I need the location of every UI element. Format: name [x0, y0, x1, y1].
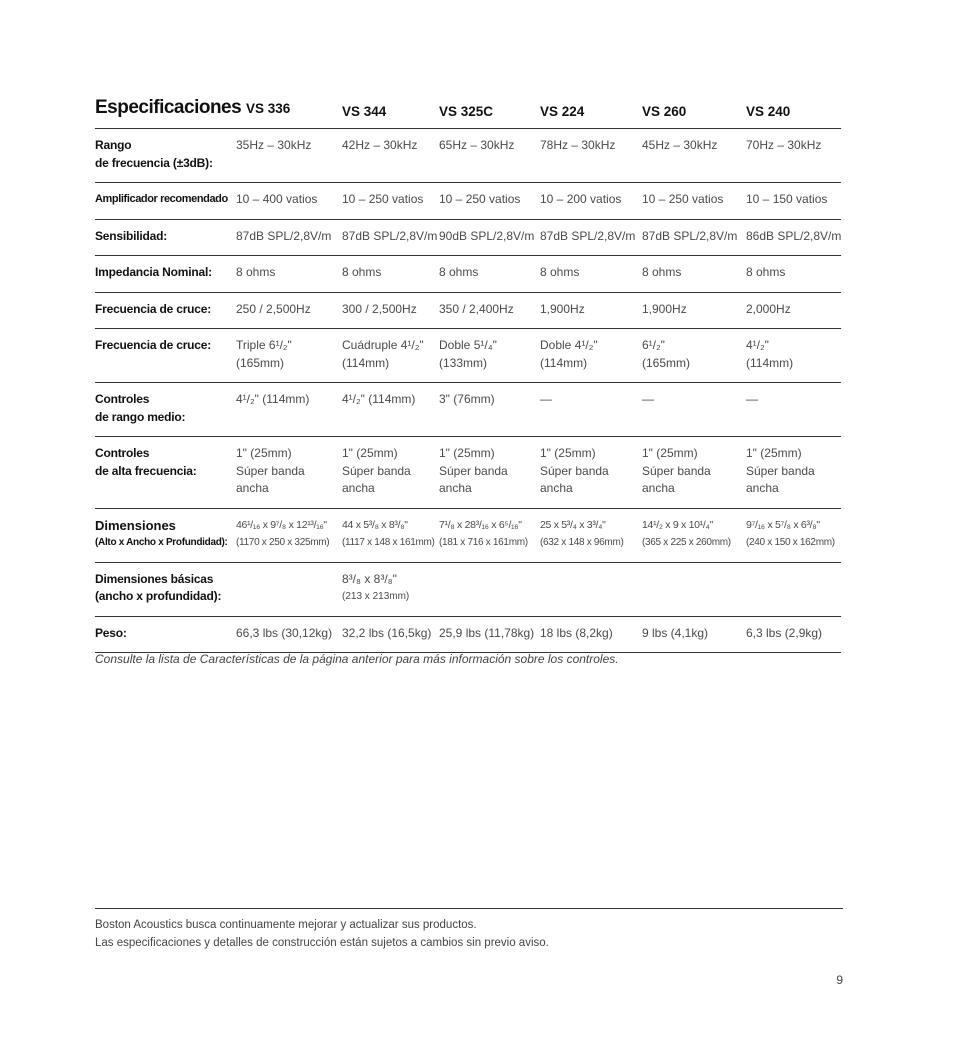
spec-table-body: [95, 129, 841, 653]
spec-row-label: [95, 562, 236, 616]
spec-cell-line: (1117 x 148 x 161mm): [342, 537, 435, 548]
spec-cell: [642, 256, 746, 293]
spec-cell-line: 44 x 5³/₈ x 8³/₈": [342, 518, 408, 531]
spec-cell: [236, 256, 342, 293]
spec-cell-line: Súper banda: [642, 463, 711, 478]
spec-cell: [236, 508, 342, 562]
spec-cell-line: 8 ohms: [540, 265, 580, 279]
spec-cell: [342, 383, 439, 437]
spec-cell: [540, 292, 642, 329]
spec-cell-line: 1" (25mm): [342, 446, 398, 460]
spec-cell: [439, 383, 540, 437]
spec-row: [95, 562, 841, 616]
spec-cell-line: 87dB SPL/2,8V/m: [540, 228, 636, 243]
spec-cell: [746, 292, 841, 329]
spec-cell: [439, 437, 540, 509]
spec-cell: [342, 256, 439, 293]
spec-cell: [540, 508, 642, 562]
spec-cell: [642, 383, 746, 437]
spec-cell-line: —: [540, 392, 552, 406]
spec-cell-line: 42Hz – 30kHz: [342, 138, 418, 152]
spec-cell-line: 1,900Hz: [540, 301, 585, 316]
spec-cell-line: 250 / 2,500Hz: [236, 301, 311, 316]
spec-cell-line: (365 x 225 x 260mm): [642, 537, 731, 548]
spec-row: [95, 292, 841, 329]
model-header-vs325c: VS 325C: [439, 97, 540, 129]
spec-label-line: Dimensiones básicas: [95, 571, 214, 586]
spec-row: [95, 616, 841, 653]
spec-label-line: Sensibilidad:: [95, 228, 168, 243]
spec-cell: [540, 329, 642, 383]
spec-cell: [746, 219, 841, 256]
spec-cell-line: 45Hz – 30kHz: [642, 138, 718, 152]
spec-cell: [540, 183, 642, 220]
spec-cell-line: (114mm): [342, 355, 390, 370]
spec-row: [95, 256, 841, 293]
spec-cell-line: 87dB SPL/2,8V/m: [342, 228, 438, 243]
spec-cell: [439, 183, 540, 220]
spec-cell: [236, 129, 342, 183]
spec-cell: [342, 616, 439, 653]
spec-cell: [342, 437, 439, 509]
spec-label-line: Controles: [95, 446, 150, 460]
spec-label-line: (ancho x profundidad):: [95, 589, 222, 603]
spec-cell-line: 87dB SPL/2,8V/m: [642, 228, 738, 243]
spec-cell-line: (114mm): [540, 355, 588, 370]
spec-cell: [439, 292, 540, 329]
spec-cell: [236, 219, 342, 256]
footer-line-1: Boston Acoustics busca continuamente mejorar y actualizar sus productos.: [95, 919, 477, 931]
spec-cell-line: 87dB SPL/2,8V/m: [236, 228, 332, 243]
spec-row-label: [95, 329, 236, 383]
spec-cell-line: 4¹/₂" (114mm): [342, 392, 416, 406]
spec-header-row: [95, 97, 841, 129]
spec-cell-line: 1,900Hz: [642, 301, 687, 316]
spec-cell-line: 8 ohms: [439, 265, 479, 279]
spec-row-label: [95, 508, 236, 562]
spec-cell-line: 25 x 5³/₄ x 3³/₄": [540, 518, 606, 531]
spec-cell-line: 70Hz – 30kHz: [746, 138, 822, 152]
spec-cell-line: 8 ohms: [236, 265, 276, 279]
spec-cell: [540, 437, 642, 509]
spec-cell-line: 8³/₈ x 8³/₈": [342, 571, 397, 586]
spec-cell: [746, 616, 841, 653]
spec-cell-line: 8 ohms: [642, 265, 682, 279]
spec-cell-line: 4¹/₂" (114mm): [236, 392, 310, 406]
spec-cell: [746, 329, 841, 383]
spec-row-label: [95, 437, 236, 509]
spec-cell-line: Súper banda: [236, 463, 305, 478]
spec-cell-line: 66,3 lbs (30,12kg): [236, 625, 333, 640]
model-header-vs336: VS 336: [245, 101, 291, 116]
spec-cell: [642, 562, 746, 616]
spec-cell-line: 10 – 250 vatios: [342, 192, 424, 206]
spec-cell: [342, 292, 439, 329]
spec-cell: [746, 562, 841, 616]
footer-divider: [95, 908, 843, 909]
spec-row-label: [95, 219, 236, 256]
spec-cell-line: (1170 x 250 x 325mm): [236, 537, 330, 548]
spec-cell-line: ancha: [540, 481, 573, 495]
spec-cell: [439, 562, 540, 616]
spec-cell-line: 8 ohms: [746, 265, 786, 279]
spec-cell-line: 2,000Hz: [746, 301, 791, 316]
spec-cell: [439, 256, 540, 293]
spec-cell: [236, 183, 342, 220]
spec-cell: [439, 508, 540, 562]
spec-cell: [746, 256, 841, 293]
spec-cell: [540, 616, 642, 653]
spec-cell: [642, 437, 746, 509]
spec-label-line: Controles: [95, 392, 150, 406]
spec-cell-line: 1" (25mm): [642, 446, 698, 460]
spec-cell-line: ancha: [746, 481, 779, 495]
spec-title-cell: [95, 97, 342, 129]
model-header-vs240: VS 240: [746, 97, 841, 129]
spec-cell-line: (133mm): [439, 355, 488, 370]
spec-cell-line: ancha: [439, 481, 472, 495]
spec-cell-line: 14¹/₂ x 9 x 10¹/₄": [642, 518, 713, 531]
spec-row-label: [95, 256, 236, 293]
spec-cell: [642, 508, 746, 562]
spec-cell-line: 6¹/₂": [642, 338, 665, 352]
spec-cell: [540, 562, 642, 616]
spec-cell-line: 10 – 250 vatios: [439, 192, 521, 206]
spec-cell: [540, 219, 642, 256]
spec-row-label: [95, 616, 236, 653]
spec-row: [95, 183, 841, 220]
spec-cell-line: 35Hz – 30kHz: [236, 138, 312, 152]
spec-cell: [236, 616, 342, 653]
spec-label-line: de rango medio:: [95, 409, 186, 424]
spec-label-line: Amplificador recomendado: [95, 193, 228, 205]
spec-cell: [642, 219, 746, 256]
spec-cell: [746, 183, 841, 220]
spec-cell-line: 1" (25mm): [236, 446, 292, 460]
spec-cell: [439, 129, 540, 183]
spec-cell-line: 10 – 250 vatios: [642, 192, 724, 206]
spec-cell: [540, 383, 642, 437]
spec-cell: [342, 508, 439, 562]
spec-cell: [642, 183, 746, 220]
spec-row-label: [95, 383, 236, 437]
spec-cell-line: 1" (25mm): [439, 446, 495, 460]
spec-cell-line: ancha: [342, 481, 375, 495]
spec-row: [95, 383, 841, 437]
spec-row-label: [95, 183, 236, 220]
spec-cell: [342, 219, 439, 256]
spec-cell: [439, 329, 540, 383]
spec-cell: [439, 219, 540, 256]
spec-cell-line: 4¹/₂": [746, 338, 769, 352]
spec-cell: [236, 292, 342, 329]
model-header-vs224: VS 224: [540, 97, 642, 129]
spec-label-line: Impedancia Nominal:: [95, 265, 212, 279]
spec-row: [95, 508, 841, 562]
spec-cell-line: 10 – 150 vatios: [746, 192, 828, 206]
spec-cell-line: 3" (76mm): [439, 392, 495, 406]
spec-cell-line: 25,9 lbs (11,78kg): [439, 625, 535, 640]
spec-cell: [342, 562, 439, 616]
spec-cell-line: Triple 6¹/₂": [236, 338, 292, 352]
model-header-vs344: VS 344: [342, 97, 439, 129]
spec-cell: [236, 437, 342, 509]
spec-cell: [746, 383, 841, 437]
spec-row-label: [95, 129, 236, 183]
spec-cell-line: 8 ohms: [342, 265, 382, 279]
spec-cell-line: —: [746, 392, 758, 406]
spec-cell-line: [642, 571, 744, 589]
spec-label-line: Peso:: [95, 625, 127, 640]
footer: [95, 917, 855, 952]
spec-row: [95, 329, 841, 383]
spec-cell-line: 1" (25mm): [746, 446, 802, 460]
spec-cell-line: 9⁷/₁₆ x 5⁷/₈ x 6³/₈": [746, 518, 820, 531]
spec-cell-line: (165mm): [236, 355, 285, 370]
spec-cell-line: 350 / 2,400Hz: [439, 301, 514, 316]
spec-cell-line: [540, 571, 640, 589]
spec-cell-line: —: [642, 392, 654, 406]
spec-cell-line: ancha: [236, 481, 269, 495]
spec-cell-line: Cuádruple 4¹/₂": [342, 338, 424, 352]
spec-cell: [746, 508, 841, 562]
model-header-vs260: VS 260: [642, 97, 746, 129]
spec-cell-line: Súper banda: [746, 463, 815, 478]
spec-cell-line: (213 x 213mm): [342, 591, 410, 602]
spec-row: [95, 437, 841, 509]
spec-cell-line: 10 – 400 vatios: [236, 192, 318, 206]
spec-cell-line: ancha: [642, 481, 675, 495]
spec-cell: [746, 437, 841, 509]
spec-cell-line: (240 x 150 x 162mm): [746, 537, 835, 548]
spec-cell: [439, 616, 540, 653]
spec-cell-line: [439, 571, 538, 589]
spec-label-line: Frecuencia de cruce:: [95, 338, 212, 352]
spec-cell-line: (165mm): [642, 355, 691, 370]
spec-cell-line: Súper banda: [439, 463, 508, 478]
spec-cell-line: [236, 571, 340, 589]
spec-cell: [342, 183, 439, 220]
spec-cell-line: 18 lbs (8,2kg): [540, 625, 613, 640]
spec-row: [95, 219, 841, 256]
spec-cell: [236, 383, 342, 437]
spec-cell-line: 86dB SPL/2,8V/m: [746, 228, 841, 243]
spec-title: Especificaciones: [95, 97, 242, 118]
spec-cell-line: 90dB SPL/2,8V/m: [439, 228, 535, 243]
spec-cell-line: 300 / 2,500Hz: [342, 301, 417, 316]
page-number: 9: [836, 973, 843, 987]
spec-cell: [642, 616, 746, 653]
spec-table: [95, 97, 841, 653]
spec-cell-line: Súper banda: [342, 463, 411, 478]
spec-label-line: (Alto x Ancho x Profundidad):: [95, 537, 228, 548]
spec-row-label: [95, 292, 236, 329]
spec-cell-line: 65Hz – 30kHz: [439, 138, 515, 152]
controls-note: Consulte la lista de Características de la página anterior para más información sobre los controles.: [95, 652, 619, 666]
spec-cell-line: 7¹/₈ x 28³/₁₆ x 6⁵/₁₆": [439, 518, 522, 531]
spec-cell-line: 78Hz – 30kHz: [540, 138, 616, 152]
spec-cell-line: 6,3 lbs (2,9kg): [746, 625, 823, 640]
spec-cell-line: 32,2 lbs (16,5kg): [342, 625, 432, 640]
spec-label-line: Frecuencia de cruce:: [95, 301, 212, 316]
spec-cell-line: 10 – 200 vatios: [540, 192, 622, 206]
spec-label-line: de alta frecuencia:: [95, 463, 197, 478]
spec-cell-line: Doble 5¹/₄": [439, 338, 497, 352]
spec-cell: [236, 329, 342, 383]
spec-cell-line: 1" (25mm): [540, 446, 596, 460]
spec-label-line: de frecuencia (±3dB):: [95, 155, 213, 170]
spec-cell: [642, 292, 746, 329]
spec-label-line: Rango: [95, 138, 132, 152]
spec-cell-line: 9 lbs (4,1kg): [642, 625, 709, 640]
spec-cell-line: Súper banda: [540, 463, 609, 478]
spec-cell: [342, 129, 439, 183]
spec-row: [95, 129, 841, 183]
spec-cell-line: Doble 4¹/₂": [540, 338, 598, 352]
spec-cell-line: (181 x 716 x 161mm): [439, 537, 528, 548]
spec-label-line: Dimensiones: [95, 517, 176, 533]
spec-cell: [746, 129, 841, 183]
spec-cell: [540, 129, 642, 183]
spec-cell-line: 46¹/₁₆ x 9⁷/₈ x 12¹³/₁₆": [236, 518, 327, 531]
spec-cell: [236, 562, 342, 616]
spec-cell: [342, 329, 439, 383]
spec-cell-line: [746, 571, 839, 589]
spec-cell-line: (114mm): [746, 355, 794, 370]
spec-cell: [540, 256, 642, 293]
spec-cell: [642, 329, 746, 383]
footer-line-2: Las especificaciones y detalles de construcción están sujetos a cambios sin previo aviso.: [95, 936, 549, 949]
spec-cell: [642, 129, 746, 183]
spec-cell-line: (632 x 148 x 96mm): [540, 537, 624, 548]
